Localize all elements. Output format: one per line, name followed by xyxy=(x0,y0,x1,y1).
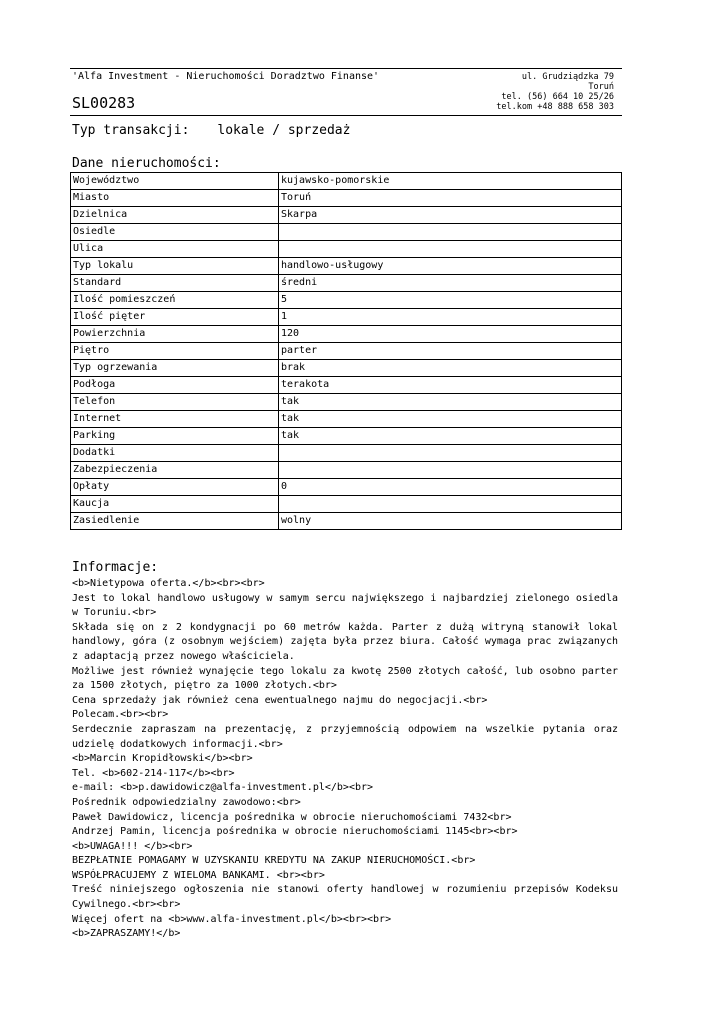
property-label: Województwo xyxy=(71,173,279,190)
table-row xyxy=(71,190,622,207)
table-row xyxy=(71,360,622,377)
description-line: Składa się on z 2 kondygnacji po 60 metrów każda. Parter z dużą witryną stanowił lokal handlowy, góra (z osobnym wejściem) zajęta była przez biura. Całość wymaga prac związanych z adaptacją przez nowego właściciela. xyxy=(72,621,618,662)
listing-description xyxy=(72,577,618,942)
property-value: 0 xyxy=(279,479,622,496)
mobile-line: tel.kom +48 888 658 303 xyxy=(496,102,614,112)
property-value: Toruń xyxy=(279,190,622,207)
property-label: Opłaty xyxy=(71,479,279,496)
description-line: Polecam.<br><br> xyxy=(72,709,169,721)
table-row xyxy=(71,428,622,445)
property-value xyxy=(279,445,622,462)
table-row xyxy=(71,411,622,428)
property-label: Standard xyxy=(71,275,279,292)
transaction-type xyxy=(72,123,350,138)
property-label: Typ ogrzewania xyxy=(71,360,279,377)
listing-reference: SL00283 xyxy=(72,94,136,112)
property-value xyxy=(279,462,622,479)
description-line: Jest to lokal handlowo usługowy w samym sercu największego i najbardziej zielonego osiedla w Toruniu.<br> xyxy=(72,592,618,619)
property-value xyxy=(279,241,622,258)
property-value: średni xyxy=(279,275,622,292)
property-value: 5 xyxy=(279,292,622,309)
property-value: brak xyxy=(279,360,622,377)
property-value xyxy=(279,224,622,241)
table-row xyxy=(71,275,622,292)
property-label: Ilość pomieszczeń xyxy=(71,292,279,309)
description-line: Treść niniejszego ogłoszenia nie stanowi oferty handlowej w rozumieniu przepisów Kodeksu Cywilnego.<br><br> xyxy=(72,884,618,911)
description-line: <b>Nietypowa oferta.</b><br><br> xyxy=(72,578,265,589)
info-title: Informacje: xyxy=(72,560,159,575)
description-line: <b>UWAGA!!! </b><br> xyxy=(72,840,193,852)
property-value: Skarpa xyxy=(279,207,622,224)
description-line: Paweł Dawidowicz, licencja pośrednika w obrocie nieruchomościami 7432<br> xyxy=(72,811,512,823)
property-details-table xyxy=(70,172,622,530)
table-row xyxy=(71,462,622,479)
property-value: terakota xyxy=(279,377,622,394)
property-value: handlowo-usługowy xyxy=(279,258,622,275)
description-line: Pośrednik odpowiedzialny zawodowo:<br> xyxy=(72,796,301,808)
table-row xyxy=(71,394,622,411)
property-label: Osiedle xyxy=(71,224,279,241)
description-line: WSPÓŁPRACUJEMY Z WIELOMA BANKAMI. <br><br> xyxy=(72,869,325,881)
transaction-label: Typ transakcji: xyxy=(72,123,190,138)
property-label: Ulica xyxy=(71,241,279,258)
table-row xyxy=(71,496,622,513)
property-label: Dodatki xyxy=(71,445,279,462)
property-label: Powierzchnia xyxy=(71,326,279,343)
description-line: Cena sprzedaży jak również cena ewentualnego najmu do negocjacji.<br> xyxy=(72,694,488,706)
property-label: Zasiedlenie xyxy=(71,513,279,530)
property-label: Kaucja xyxy=(71,496,279,513)
table-row xyxy=(71,326,622,343)
property-label: Telefon xyxy=(71,394,279,411)
description-line: <b>Marcin Kropidłowski</b><br> xyxy=(72,753,253,765)
property-value: kujawsko-pomorskie xyxy=(279,173,622,190)
property-label: Podłoga xyxy=(71,377,279,394)
property-label: Parking xyxy=(71,428,279,445)
table-row xyxy=(71,207,622,224)
description-line: e-mail: <b>p.dawidowicz@alfa-investment.pl</b><br> xyxy=(72,782,374,794)
table-row xyxy=(71,292,622,309)
property-value: wolny xyxy=(279,513,622,530)
property-label: Dzielnica xyxy=(71,207,279,224)
property-label: Internet xyxy=(71,411,279,428)
property-value xyxy=(279,496,622,513)
address-line: ul. Grudziądzka 79 xyxy=(521,72,614,82)
property-label: Miasto xyxy=(71,190,279,207)
description-line: BEZPŁATNIE POMAGAMY W UZYSKANIU KREDYTU NA ZAKUP NIERUCHOMOŚCI.<br> xyxy=(72,855,476,867)
property-label: Ilość pięter xyxy=(71,309,279,326)
property-value: tak xyxy=(279,428,622,445)
property-label: Zabezpieczenia xyxy=(71,462,279,479)
description-line: Andrzej Pamin, licencja pośrednika w obrocie nieruchomościami 1145<br><br> xyxy=(72,826,518,838)
table-row xyxy=(71,513,622,530)
properties-title: Dane nieruchomości: xyxy=(72,156,221,171)
description-line: Tel. <b>602-214-117</b><br> xyxy=(72,767,235,779)
table-row xyxy=(71,173,622,190)
property-value: 1 xyxy=(279,309,622,326)
table-row xyxy=(71,343,622,360)
city-line: Toruń xyxy=(588,82,614,92)
transaction-value: lokale / sprzedaż xyxy=(217,123,351,138)
property-value: tak xyxy=(279,394,622,411)
property-value: 120 xyxy=(279,326,622,343)
listing-page xyxy=(70,68,622,940)
table-row xyxy=(71,445,622,462)
property-value: parter xyxy=(279,343,622,360)
office-contact xyxy=(496,72,614,112)
company-name: 'Alfa Investment - Nieruchomości Doradztwo Finanse' xyxy=(72,71,380,82)
description-line: Serdecznie zapraszam na prezentację, z przyjemnością odpowiem na wszelkie pytania oraz udzielę dodatkowych informacji.<br> xyxy=(72,723,618,750)
table-row xyxy=(71,309,622,326)
description-line: Więcej ofert na <b>www.alfa-investment.pl</b><br><br> xyxy=(72,913,392,925)
phone-line: tel. (56) 664 10 25/26 xyxy=(501,92,614,102)
property-label: Typ lokalu xyxy=(71,258,279,275)
document-header xyxy=(70,68,622,116)
description-line: Możliwe jest również wynajęcie tego lokalu za kwotę 2500 złotych całość, lub osobno parter za 1500 złotych, piętro za 1000 złotych.<br> xyxy=(72,665,618,692)
table-row xyxy=(71,224,622,241)
table-row xyxy=(71,377,622,394)
table-row xyxy=(71,479,622,496)
table-row xyxy=(71,241,622,258)
property-label: Piętro xyxy=(71,343,279,360)
table-row xyxy=(71,258,622,275)
description-line: <b>ZAPRASZAMY!</b> xyxy=(72,928,181,940)
property-value: tak xyxy=(279,411,622,428)
